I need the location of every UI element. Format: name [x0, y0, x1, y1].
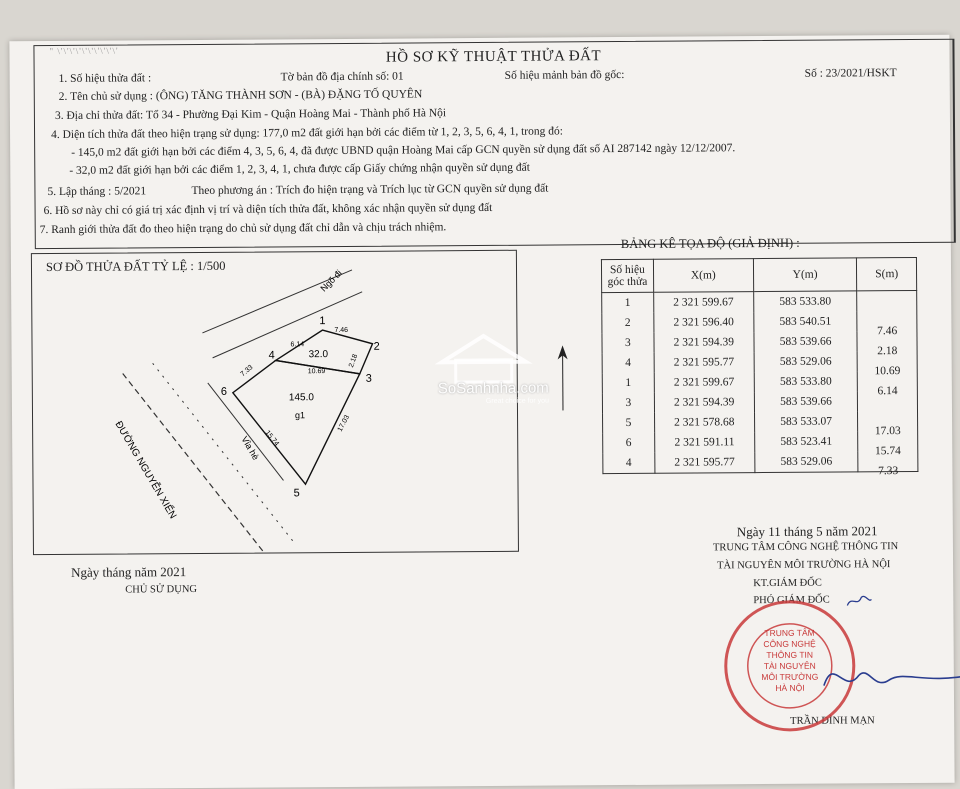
cell-x: 2 321 595.77 [654, 352, 754, 373]
header-x: X(m) [653, 259, 753, 293]
cell-s [858, 411, 918, 431]
cell-x: 2 321 599.67 [654, 372, 754, 393]
watermark-tagline: Great choice for you [486, 398, 549, 405]
area-line: 4. Diện tích thửa đất theo hiện trạng sử dụng: 177,0 m2 đất giới hạn bởi các điểm từ 1, 2, 3, 5, 6, 4, 1, trong đó: [51, 125, 563, 141]
signer-name: TRẦN ĐÌNH MẠN [790, 715, 875, 727]
record-number: Số : 23/2021/HSKT [805, 67, 897, 80]
point-2: 2 [373, 341, 379, 353]
area-line-b: - 32,0 m2 đất giới hạn bởi các điểm 1, 2, 3, 4, 1, chưa được cấp Giấy chứng nhận quyền sử dụng đất [69, 162, 530, 177]
org-line-1: TRUNG TÂM CÔNG NGHỆ THÔNG TIN [713, 541, 898, 553]
cell-x: 2 321 599.67 [653, 292, 753, 313]
cell-point: 5 [603, 413, 655, 433]
cell-y: 583 523.41 [754, 431, 858, 452]
header-s: S(m) [857, 257, 917, 290]
point-4: 4 [269, 349, 275, 361]
stamp-text-line: CÔNG NGHỆ [763, 639, 816, 649]
cell-y: 583 529.06 [754, 451, 858, 472]
made-month: 5. Lập tháng : 5/2021 [47, 185, 146, 198]
note-7: 7. Ranh giới thửa đất đo theo hiện trạng do chủ sử dụng đất chỉ dẫn và chịu trách nhiệm. [40, 221, 447, 236]
cell-point: 2 [602, 313, 654, 333]
coord-row [602, 351, 917, 373]
segment-length: 2.18 [877, 345, 897, 357]
alley-line-lower [212, 292, 362, 358]
header-frame [33, 39, 955, 249]
kt-director: KT.GIÁM ĐỐC [753, 578, 822, 589]
survey-method: Theo phương án : Trích đo hiện trạng và Trích lục từ GCN quyền sử dụng đất [191, 183, 548, 197]
stamp-text-line: HÀ NỘI [775, 683, 804, 693]
stamp-text-line: THÔNG TIN [766, 650, 813, 660]
cell-point: 3 [602, 393, 654, 413]
point-1: 1 [319, 315, 325, 327]
point-6: 6 [221, 386, 227, 398]
document-title: HỒ SƠ KỸ THUẬT THỬA ĐẤT [34, 46, 952, 69]
cell-x: 2 321 591.11 [654, 432, 754, 453]
parcel-code: g1 [295, 410, 305, 420]
coord-table [601, 257, 918, 474]
cell-point: 3 [602, 333, 654, 353]
owner-role: CHỦ SỬ DỤNG [125, 584, 197, 596]
signature-scribble [804, 645, 960, 706]
map-sheet: Tờ bản đồ địa chính số: 01 [281, 71, 404, 84]
address-line: 3. Địa chỉ thửa đất: Tổ 34 - Phường Đại Kim - Quận Hoàng Mai - Thành phố Hà Nội [55, 107, 446, 122]
point-5: 5 [294, 487, 300, 499]
cell-y: 583 533.07 [754, 411, 858, 432]
org-line-2: TÀI NGUYÊN MÔI TRƯỜNG HÀ NỘI [717, 559, 890, 571]
diagram-title: SƠ ĐỒ THỬA ĐẤT TỶ LỆ : 1/500 [46, 259, 226, 275]
sidewalk-line [208, 382, 284, 481]
area-main-label: 145.0 [289, 392, 315, 403]
edge-2-3: 2.18 [348, 353, 359, 368]
document-page [9, 35, 954, 789]
cell-point: 4 [603, 453, 655, 474]
cell-x: 2 321 594.39 [654, 332, 754, 353]
cell-y: 583 540.51 [753, 311, 857, 332]
segment-length: 7.46 [877, 325, 897, 337]
cell-y: 583 529.06 [754, 351, 858, 372]
coord-row [602, 311, 917, 333]
top-stamp-text: " \'\'\'\'\'\'\'\'\'\' [49, 46, 118, 56]
edge-3-5: 17.03 [337, 414, 351, 433]
cell-x: 2 321 596.40 [654, 312, 754, 333]
edge-5-6: 15.74 [264, 429, 280, 447]
edge-6-4: 7.33 [240, 364, 255, 378]
edge-4-1: 6.14 [291, 341, 305, 348]
point-3: 3 [366, 373, 372, 385]
cell-s [857, 290, 917, 311]
header-point: Số hiệu góc thửa [601, 259, 653, 292]
coord-row [603, 451, 918, 474]
coord-row [602, 391, 917, 413]
cell-point: 4 [602, 353, 654, 373]
row-1 [59, 72, 152, 85]
cell-y: 583 533.80 [753, 291, 857, 312]
header-y: Y(m) [753, 258, 857, 292]
parcel-number-label: 1. Số hiệu thửa đất : [59, 72, 152, 85]
edge-3-4: 10.69 [308, 368, 326, 375]
initial-scribble [843, 591, 873, 611]
coord-row [602, 290, 917, 313]
edge-1-2: 7.46 [334, 327, 348, 334]
cell-x: 2 321 595.77 [655, 452, 755, 473]
area-small-label: 32.0 [309, 349, 329, 360]
segment-length: 10.69 [874, 365, 900, 377]
coord-row [603, 411, 918, 433]
cell-y: 583 533.80 [754, 371, 858, 392]
cell-s [857, 311, 917, 331]
cell-y: 583 539.66 [754, 391, 858, 412]
coord-table-title: BẢNG KÊ TỌA ĐỘ (GIẢ ĐỊNH) : [621, 236, 800, 252]
stamp-text-line: TÀI NGUYÊN [764, 661, 816, 671]
stamp-text-line: TRUNG TÂM [764, 628, 814, 638]
vice-director: PHÓ GIÁM ĐỐC [753, 595, 830, 607]
sign-date: Ngày 11 tháng 5 năm 2021 [737, 523, 878, 540]
segment-length: 15.74 [875, 445, 901, 457]
stamp-text-line: MÔI TRƯỜNG [761, 672, 818, 682]
cell-point: 6 [603, 433, 655, 453]
cell-point: 1 [602, 373, 654, 393]
cell-point: 1 [602, 292, 654, 313]
watermark [421, 327, 572, 413]
coord-row [603, 431, 918, 453]
watermark-brand: SoSanhnha.com [438, 380, 549, 398]
cell-x: 2 321 594.39 [654, 392, 754, 413]
area-line-a: - 145,0 m2 đất giới hạn bởi các điểm 4, 3, 5, 6, 4, đã được UBND quận Hoàng Mai cấp GCN quyền sử dụng đất số AI 287142 ngày 12/12/2007. [71, 142, 735, 159]
coord-row [602, 331, 917, 353]
coord-row [602, 371, 917, 393]
cell-x: 2 321 578.68 [654, 412, 754, 433]
segment-length: 6.14 [877, 385, 897, 397]
road-label: ĐƯỜNG NGUYỄN XIỂN [112, 419, 179, 521]
original-map-label: Số hiệu mảnh bản đồ gốc: [505, 69, 625, 82]
sidewalk-label: Vỉa hè [239, 435, 261, 462]
owner-date: Ngày tháng năm 2021 [71, 564, 186, 581]
note-6: 6. Hồ sơ này chỉ có giá trị xác định vị trí và diện tích thửa đất, không xác nhận quyền sử dụng đất [44, 202, 493, 217]
owner-line: 2. Tên chủ sử dụng : (ÔNG) TĂNG THÀNH SƠN - (BÀ) ĐẶNG TỐ QUYÊN [59, 88, 423, 103]
cell-y: 583 539.66 [754, 331, 858, 352]
segment-length: 17.03 [875, 425, 901, 437]
segment-length: 7.33 [878, 465, 898, 477]
alley-label: Ngõ đi [318, 268, 343, 294]
